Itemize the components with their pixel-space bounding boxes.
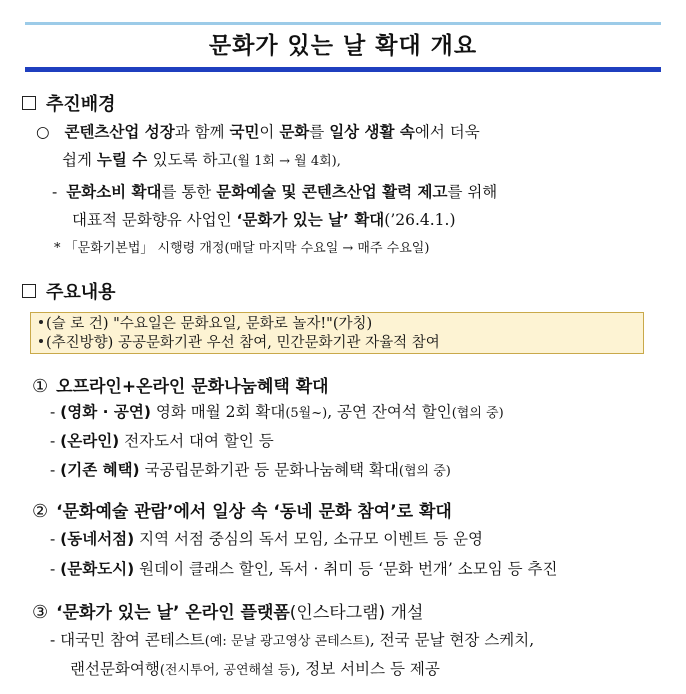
item-1-sub-2: - (온라인) 전자도서 대여 할인 등 <box>50 432 274 450</box>
background-line-2: 쉽게 누릴 수 있도록 하고(월 1회 → 월 4회), <box>62 151 341 169</box>
callout-row-slogan: (슬 로 건) "수요일은 문화요일, 문화로 놀자!"(가칭) <box>39 315 635 334</box>
background-line-3: - 문화소비 확대를 통한 문화예술 및 콘텐츠산업 활력 제고를 위해 <box>52 183 498 201</box>
section-heading-main-content: 주요내용 <box>22 278 116 304</box>
item-2-sub-1: - (동네서점) 지역 서점 중심의 독서 모임, 소규모 이벤트 등 운영 <box>50 530 483 548</box>
item-1-sub-3: - (기존 혜택) 국공립문화기관 등 문화나눔혜택 확대(협의 중) <box>50 461 451 479</box>
item-3-line-1: - 대국민 참여 콘테스트(예: 문날 광고영상 콘테스트), 전국 문날 현장 스케치, <box>50 631 535 649</box>
bullet-dot-icon <box>39 320 43 324</box>
summary-callout-box <box>30 312 644 354</box>
circle-bullet-icon: ○ <box>36 123 50 141</box>
title-bottom-rule <box>25 67 661 72</box>
item-3-line-2: 랜선문화여행(전시투어, 공연해설 등), 정보 서비스 등 제공 <box>70 660 440 678</box>
background-line-4: 대표적 문화향유 사업인 ‘문화가 있는 날’ 확대(’26.4.1.) <box>72 211 456 229</box>
item-3-title: ③ ‘문화가 있는 날’ 온라인 플랫폼(인스타그램) 개설 <box>32 602 424 623</box>
checkbox-square-icon <box>22 284 36 298</box>
item-2-sub-2: - (문화도시) 원데이 클래스 할인, 독서 · 취미 등 ‘문화 번개’ 소모임 등 추진 <box>50 560 558 578</box>
checkbox-square-icon <box>22 96 36 110</box>
bullet-dot-icon <box>39 339 43 343</box>
item-1-title: ① 오프라인+온라인 문화나눔혜택 확대 <box>32 376 329 397</box>
background-line-1: ○ 콘텐츠산업 성장과 함께 국민이 문화를 일상 생활 속에서 더욱 <box>36 123 480 141</box>
section-heading-background: 추진배경 <box>22 90 116 116</box>
item-1-sub-1: - (영화 · 공연) 영화 매월 2회 확대(5월~), 공연 잔여석 할인(협의 중) <box>50 403 504 421</box>
page-title: 문화가 있는 날 확대 개요 <box>208 33 478 59</box>
callout-row-direction: (추진방향) 공공문화기관 우선 참여, 민간문화기관 자율적 참여 <box>39 334 635 353</box>
item-2-title: ② ‘문화예술 관람’에서 일상 속 ‘동네 문화 참여’로 확대 <box>32 501 452 522</box>
background-footnote: * 「문화기본법」 시행령 개정(매달 마지막 수요일 → 매주 수요일) <box>54 241 430 256</box>
title-banner <box>25 22 661 72</box>
